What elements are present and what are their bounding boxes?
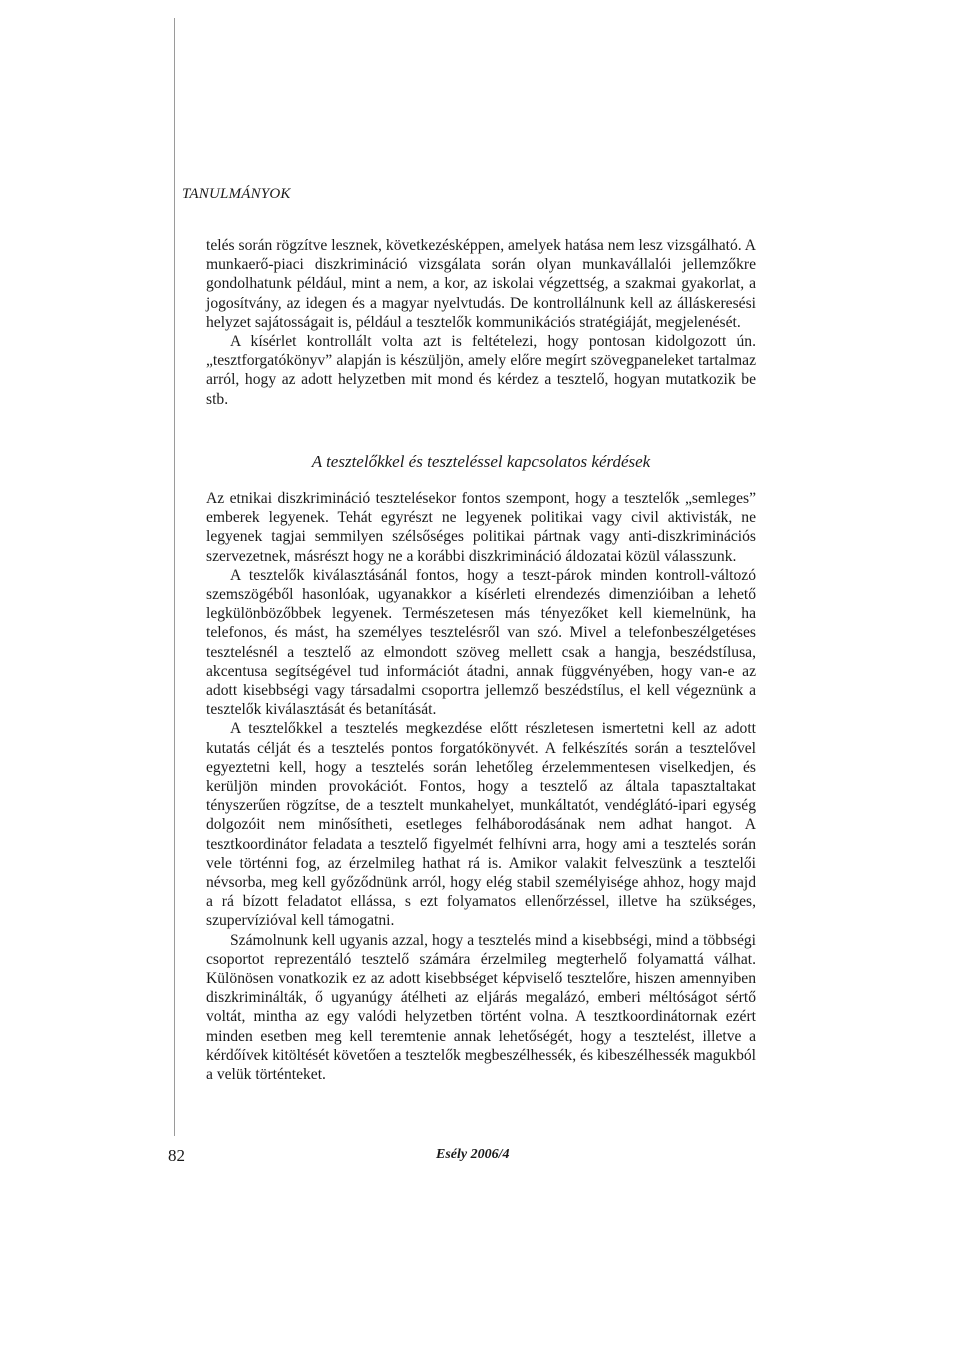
intro-paragraph-2: A kísérlet kontrollált volta azt is feltételezi, hogy pontosan kidolgozott ún. „tesztforgatókönyv” alapján is készüljön, amely előre megírt szövegpaneleket tartalmaz arról, hogy az adott helyzetben mit mond és kérdez a tesztelő, hogyan mutatkozik be stb. <box>206 333 756 408</box>
section-label: TANULMÁNYOK <box>182 186 291 202</box>
intro-paragraph-1: telés során rögzítve lesznek, következésképpen, amelyek hatása nem lesz vizsgálható. A munkaerő-piaci diszkrimináció vizsgálata során olyan munkavállalói jellemzőkre gondolhatunk például, mint a nem, a kor, az iskolai végzettség, a szakmai gyakorlat, a jogosítvány, az idegen és a magyar nyelvtudás. De kontrollálnunk kell az álláskeresési helyzet sajátosságait is, például a tesztelők kommunikációs stratégiáját, megjelenését. <box>206 237 756 331</box>
body-paragraph-1: Az etnikai diszkrimináció tesztelésekor fontos szempont, hogy a tesztelők „semleges” emberek legyenek. Tehát egyrészt ne legyenek politikai vagy civil aktivisták, ne legyenek tagjai semmilyen szélsőséges politikai pártnak vagy anti-diszkriminációs szervezetnek, másrészt hogy ne a korábbi diszkrimináció áldozatai közül válasszunk. <box>206 490 756 565</box>
section-heading: A tesztelőkkel és teszteléssel kapcsolatos kérdések <box>311 452 651 471</box>
intro-text <box>206 236 756 409</box>
page-number: 82 <box>168 1146 185 1165</box>
journal-footer: Esély 2006/4 <box>436 1147 510 1162</box>
body-paragraph-3: A tesztelőkkel a tesztelés megkezdése előtt részletesen ismertetni kell az adott kutatás célját és a tesztelés pontos forgatókönyvét. A felkészítés során a tesztelővel egyeztetni kell, hogy a tesztelés során lehetőleg érzelemmentesen viselkedjen, és kerüljön minden provokációt. Fontos, hogy a tesztelő az általa tapasztaltakat tényszerűen rögzítse, de a tesztelt munkahelyet, munkáltatót, vendéglátó-ipari egység dolgozóit nem minősítheti, esetleges felháborodásának nem adhat hangot. A tesztkoordinátor feladata a tesztelő figyelmét felhívni arra, hogy ami a tesztelés során vele történni fog, az érzelmileg hathat rá is. Amikor valakit felveszünk a tesztelői névsorba, meg kell győződnünk arról, hogy elég stabil személyisége ahhoz, hogy majd a rá bízott feladatot ellássa, s ezt folyamatos ellenőrzéssel, illetve ha szükséges, szupervízióval kell támogatni. <box>206 720 756 930</box>
body-text <box>206 489 756 1084</box>
left-margin-rule <box>174 18 175 1136</box>
body-paragraph-4: Számolnunk kell ugyanis azzal, hogy a tesztelés mind a kisebbségi, mind a többségi csoportot reprezentáló tesztelő számára érzelmileg megterhelő folyamattá válhat. Különösen vonatkozik ez az adott kisebbséget képviselő tesztelőre, hiszen amennyiben diszkriminálták, ő ugyanúgy átélheti az eljárás megalázó, emberi méltóságot sértő voltát, mintha az egy valódi helyzetben történt volna. A tesztkoordinátornak ezért minden esetben meg kell teremtenie annak lehetőségét, hogy a tesztelést, illetve a kérdőívek kitöltését követően a tesztelők megbeszélhessék, és kibeszélhessék magukból a velük történteket. <box>206 931 756 1084</box>
body-paragraph-2: A tesztelők kiválasztásánál fontos, hogy a teszt-párok minden kontroll-változó szemszögéből hasonlóak, ugyanakkor a kísérleti elrendezés dimenzióiban a lehető legkülönbözőbbek legyenek. Természetesen más tényezőket kell kiemelnünk, ha telefonos, és mást, ha személyes tesztelésről van szó. Mivel a telefonbeszélgetéses tesztelésnél a tesztelő az elmondott szöveg mellett csak a hangja, beszédstílusa, akcentusa segítségével tud információt átadni, annak függvényében, hogy van-e az adott kisebbségi vagy társadalmi csoportra jellemző beszédstílus, el kell végeznünk a tesztelők kiválasztását és betanítását. <box>206 566 756 719</box>
